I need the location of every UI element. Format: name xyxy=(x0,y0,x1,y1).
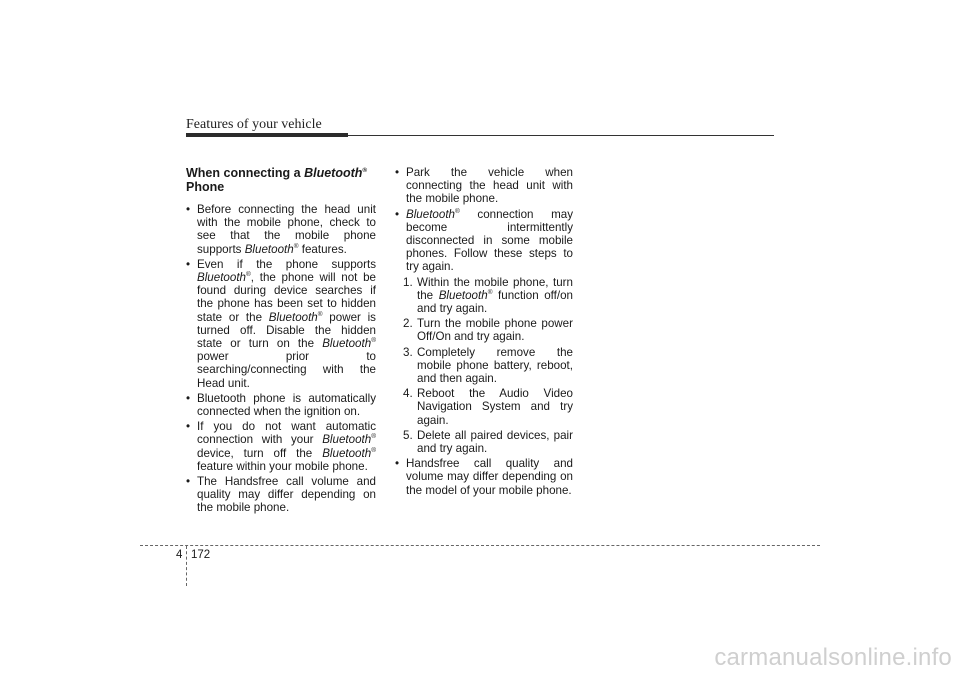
header-title: Features of your vehicle xyxy=(186,117,322,132)
bluetooth-word: Bluetooth xyxy=(268,310,318,324)
item-text: Even if the phone supports xyxy=(197,257,376,271)
watermark: carmanualsonline.info xyxy=(714,644,952,671)
list-item xyxy=(186,258,376,390)
step-item xyxy=(395,346,573,386)
list-item xyxy=(186,392,376,418)
footer-rule xyxy=(140,545,820,546)
step-text: Reboot the Audio Video Navigation System and try again. xyxy=(417,387,573,427)
left-column xyxy=(186,166,376,517)
step-number: 2. xyxy=(403,317,413,331)
step-item xyxy=(395,429,573,455)
registered-mark: ® xyxy=(317,310,323,318)
item-text: Handsfree call quality and volume may differ depending on the model of your mobile phone. xyxy=(406,457,573,497)
list-item xyxy=(395,457,573,497)
registered-mark: ® xyxy=(371,446,376,454)
heading-bluetooth: Bluetooth xyxy=(304,166,363,180)
heading-text: When connecting a xyxy=(186,166,301,180)
item-text: feature within your mobile phone. xyxy=(197,459,368,473)
list-item xyxy=(186,420,376,473)
page-number: 172 xyxy=(191,549,211,561)
item-text: power prior to searching/connecting with the Head unit. xyxy=(197,350,376,390)
step-text: Completely remove the mobile phone battery, reboot, and then again. xyxy=(417,345,573,386)
numbered-steps xyxy=(395,276,573,456)
chapter-number: 4 xyxy=(176,549,183,561)
registered-mark: ® xyxy=(487,288,493,296)
registered-mark: ® xyxy=(362,166,368,174)
item-text: If you do not want automatic connection with your xyxy=(197,420,376,447)
step-number: 5. xyxy=(403,428,413,442)
item-text: power is turned off. Disable the hidden state or turn on the xyxy=(197,310,376,351)
step-text: Turn the mobile phone power Off/On and try again. xyxy=(417,317,573,344)
step-number: 3. xyxy=(403,345,413,359)
step-text: function off/on and try again. xyxy=(417,288,573,316)
bluetooth-word: Bluetooth xyxy=(322,433,372,447)
step-item xyxy=(395,317,573,343)
item-text: connection may become intermittently disconnected in some mobile phones. Follow these steps to try again. xyxy=(406,207,573,274)
item-text: Bluetooth phone is automatically connected when the ignition on. xyxy=(197,391,376,419)
step-number: 1. xyxy=(403,275,413,289)
item-text: device, turn off the xyxy=(197,446,313,460)
item-text: The Handsfree call volume and quality may differ depending on the mobile phone. xyxy=(197,475,376,515)
bluetooth-word: Bluetooth xyxy=(244,242,294,256)
section-heading xyxy=(186,166,376,194)
step-item xyxy=(395,276,573,316)
item-text: Park the vehicle when connecting the head unit with the mobile phone. xyxy=(406,166,573,206)
list-item xyxy=(395,208,573,274)
step-item xyxy=(395,387,573,427)
registered-mark: ® xyxy=(455,207,460,215)
bluetooth-word: Bluetooth xyxy=(322,446,372,460)
list-item xyxy=(395,166,573,206)
bluetooth-word: Bluetooth xyxy=(438,288,488,302)
list-item xyxy=(186,475,376,515)
footer-divider xyxy=(186,546,187,586)
registered-mark: ® xyxy=(293,242,299,250)
list-item xyxy=(186,203,376,256)
item-text: Before connecting the head unit with the mobile phone, check to see that the mobile phone supports xyxy=(197,203,376,256)
header-rule-thin xyxy=(348,135,774,136)
registered-mark: ® xyxy=(371,433,376,441)
heading-text-phone: Phone xyxy=(186,180,225,194)
right-column xyxy=(395,166,573,499)
bluetooth-word: Bluetooth xyxy=(406,207,455,221)
registered-mark: ® xyxy=(371,337,376,345)
bluetooth-word: Bluetooth xyxy=(197,271,246,285)
bluetooth-word: Bluetooth xyxy=(322,337,372,351)
item-text: features. xyxy=(301,242,347,256)
step-text: Within the mobile phone, turn the xyxy=(417,275,573,302)
header-rule-thick xyxy=(186,133,348,137)
step-text: Delete all paired devices, pair and try again. xyxy=(417,428,573,456)
item-text: , the phone will not be found during device searches if the phone has been set to hidden state or the xyxy=(197,271,376,324)
step-number: 4. xyxy=(403,387,413,401)
registered-mark: ® xyxy=(246,271,251,279)
